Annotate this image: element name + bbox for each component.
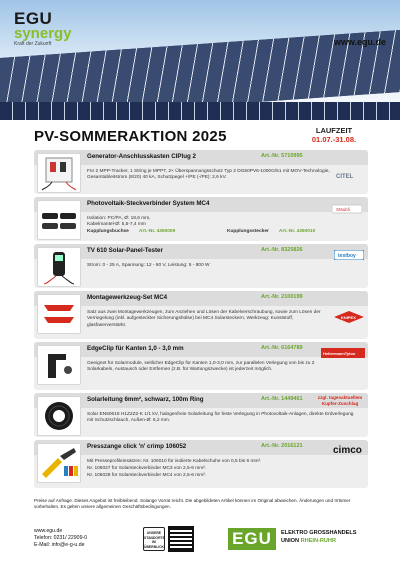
product-image-tester [37,247,81,287]
egu-line2: UNION RHEIN-RUHR [281,537,337,544]
logo-tagline: Kraft der Zukunft [14,41,52,47]
product-image-montagewerkzeug [37,294,81,334]
header-url[interactable]: www.egu.de [333,37,386,47]
product-card-edgeclip[interactable] [34,342,368,390]
knipex-logo [334,310,364,322]
solar-panel-image-lower [0,102,400,120]
product-image-ciplug [37,153,81,193]
svg-text:HellermannTyton: HellermannTyton [323,351,356,356]
product-description-line2: Nr. 106027 für Solarsteckverbinder MC3 von 2,5-6 mm². [87,466,207,471]
footer-url[interactable]: www.egu.de [34,528,63,534]
product-image-solarleitung [37,396,81,436]
svg-text:Stäubli: Stäubli [336,207,350,212]
kupplungsbuchse-label: Kupplungsbuchse [87,229,129,234]
svg-text:KNIPEX: KNIPEX [341,315,356,320]
article-number: Art.-Nr. 5710995 [261,153,303,159]
kupplungsbuchse-art: Art.-Nr. 4350009 [139,229,176,234]
svg-text:CITEL: CITEL [336,174,354,180]
article-number: Art.-Nr. 2016121 [261,443,303,449]
product-name: TV 610 Solar-Panel-Tester [87,247,163,254]
laufzeit-box [302,126,366,144]
product-description-line3: Nr. 106028 für Solarsteckverbinder MC4 von 2,5-6 mm². [87,473,207,478]
product-list [34,150,368,491]
product-card-tv610-tester[interactable] [34,244,368,288]
disclaimer-text: Preise auf Anfrage. Dieses Angebot ist freibleibend. Solange Vorrat reicht. Die abgebildeten Artikel können im Original abweichen. Änderungen und Irrtümer vorbehalten. Es gelten unsere allgemeinen Geschäftsbedingungen. [34,498,351,509]
qr-code[interactable] [168,526,194,552]
product-card-presszange[interactable] [34,440,368,488]
cimco-logo [332,442,362,454]
staeubli-logo [332,201,362,213]
article-number: Art.-Nr. 1449461 [261,396,303,402]
product-description: Solar EN50618 H1Z2Z2-K 1/1 kV, halogenfreie Solarleitung für feste Verlegung in Photovoltaik-Anlagen, direkte Erdverlegung mit Schutzschlauch, Außen-Ø: 6,2 mm. [87,412,354,424]
hellermanntyton-logo [321,345,365,357]
contact-block [34,528,87,549]
svg-text:cimco: cimco [333,445,362,455]
laufzeit-label: LAUFZEIT [315,126,353,135]
header-banner [0,0,400,120]
product-name: Montagewerkzeug-Set MC4 [87,294,168,301]
laufzeit-dates: 01.07.-31.08. [311,135,357,144]
product-image-edgeclip [37,345,81,385]
page-title: PV-SOMMERAKTION 2025 [34,128,227,145]
kupplungsstecker-art: Art.-Nr. 4350010 [279,229,316,234]
article-number: Art.-Nr. 6164789 [261,345,303,351]
logo-egu: EGU [14,9,53,28]
product-name: EdgeClip für Kanten 1,0 - 3,0 mm [87,345,184,352]
product-description: Satz aus zwei Montagewerkzeugen, zum Anziehen und Lösen der Kabelverschraubung, sowie zum Lösen der Verriegelung (inkl. aufgesteckter Sicherungshülse) bei MC4 Solarsteckern, Werkzeug: Kunststoff, glasfaserverstärkt. [87,310,321,328]
svg-text:testboy: testboy [338,253,356,259]
egu-footer-logo: EGU [228,528,276,550]
logo-synergy: synergy [14,25,72,42]
citel-logo [334,168,364,180]
product-name: Photovoltaik-Steckverbinder System MC4 [87,200,210,207]
product-description: Für 2 MPP-Tracker, 1 String je MPPT, 2× Überspannungsschutz Typ 2 DG50PV6-1000G/51 mit MOV-Technologie, Gesamtableitstrom (8/20) 40 kA, Schutzpegel +/PE (-/PE): 2,6 kV. [87,169,330,181]
egu-synergy-logo[interactable] [14,10,96,48]
egu-line1: ELEKTRO GROSSHANDELS [281,530,357,536]
product-description: Strom: 0 - 25 A, Spannung: 12 - 60 V, Leistung: 5 - 800 W [87,263,210,268]
product-description: Geeignet für Solarmodule, seitlicher EdgeClip für Kanten 1,0-3,0 mm, zur parallelen Verlegung von bis zu 2 Solarkabeln, Austausch oder Entfernen (z.B. für Wartungszwecke) ist jederzeit möglich. [87,361,315,373]
product-name: Presszange click 'n' crimp 106052 [87,443,187,450]
product-card-ciplug[interactable] [34,150,368,194]
product-description-line2: Kabelmantel-Ø: 5,5-7,4 mm [87,222,146,227]
footer-email[interactable]: E-Mail: info@e-g-u.de [34,542,85,548]
product-name: Generator-Anschlusskasten CIPlug 2 [87,153,197,160]
kupplungsstecker-label: Kupplungsstecker [227,229,269,234]
article-number: Art.-Nr. 2100199 [261,294,303,300]
standorte-badge: UNSERE STANDORTE IM ÜBERBLICK [143,527,165,551]
footer-phone[interactable]: Telefon: 0231/ 22909-0 [34,535,88,541]
footer [0,520,400,566]
product-card-mc4-connector[interactable] [34,197,368,241]
product-name: Solarleitung 6mm², schwarz, 100m Ring [87,396,204,403]
product-description-line1: Mit Presseprofileinsätzen: Nr. 106010 für isolierte Kabelschuhe von 0,5 bis 6 mm². [87,459,262,464]
testboy-logo [334,247,364,259]
egu-footer-text [281,530,357,545]
product-image-mc4-connector [37,200,81,240]
product-image-presszange [37,443,81,483]
product-card-solarleitung[interactable] [34,393,368,437]
product-card-montagewerkzeug[interactable] [34,291,368,339]
product-description-line1: Isolation: PC/PA, Ø: 18,6 mm, [87,216,151,221]
article-number: Art.-Nr. 8325826 [261,247,303,253]
kupfer-zuschlag-note: zzgl. tagesaktuellem Kupfer-Zuschlag [317,395,363,406]
